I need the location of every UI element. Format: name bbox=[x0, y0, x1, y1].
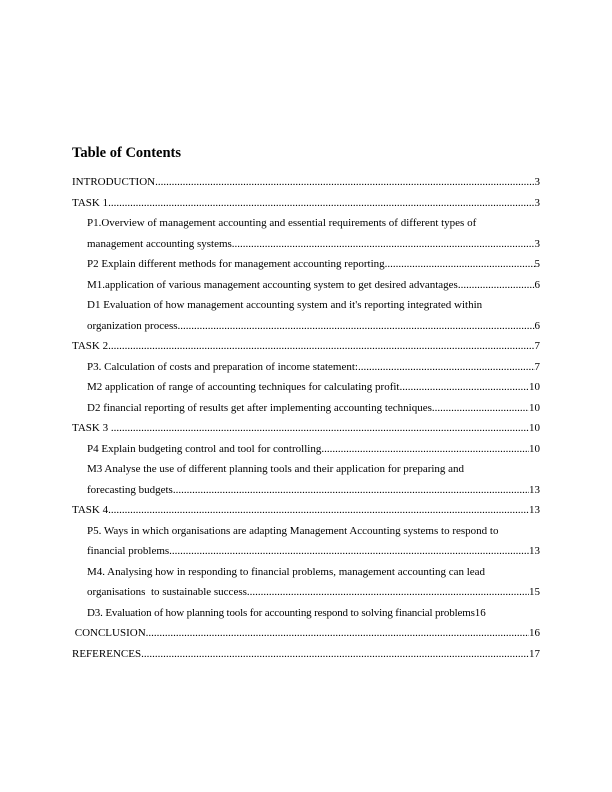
toc-entry-task-1[interactable] bbox=[72, 193, 540, 214]
toc-entry-text: D2 financial reporting of results get after implementing accounting techniques bbox=[87, 401, 432, 414]
toc-page-number: 6 bbox=[534, 278, 540, 291]
toc-entry-m3[interactable] bbox=[72, 459, 540, 500]
toc-page-number: 10 bbox=[529, 401, 540, 414]
toc-entry-task-3[interactable] bbox=[72, 418, 540, 439]
toc-entry-conclusion[interactable] bbox=[72, 623, 540, 644]
toc-entry-text: P2 Explain different methods for management accounting reporting bbox=[87, 258, 385, 270]
toc-entry-text: M2 application of range of accounting techniques for calculating profit bbox=[87, 381, 400, 393]
toc-entry-task-4[interactable] bbox=[72, 500, 540, 521]
toc-entry-text: TASK 3 bbox=[72, 422, 111, 434]
toc-entry-first-line: M3 Analyse the use of different planning tools and their application for preparing and bbox=[87, 463, 465, 475]
toc-entry-introduction[interactable] bbox=[72, 172, 540, 193]
toc-entry-text: P3. Calculation of costs and preparation of income statement: bbox=[87, 360, 358, 373]
dot-leader bbox=[141, 644, 529, 665]
toc-page-number: 15 bbox=[529, 586, 540, 598]
toc-entry-d2[interactable] bbox=[72, 398, 540, 419]
dot-leader bbox=[247, 582, 529, 603]
toc-page-number: 3 bbox=[534, 176, 540, 188]
toc-page-number: 13 bbox=[529, 483, 540, 496]
toc-entry-m4[interactable] bbox=[72, 562, 540, 603]
toc-entry-p2[interactable] bbox=[72, 254, 540, 275]
toc-page-number: 16 bbox=[474, 606, 486, 619]
toc-entry-m1[interactable] bbox=[72, 275, 540, 296]
dot-leader bbox=[155, 172, 534, 193]
toc-page-number: 13 bbox=[529, 545, 540, 557]
toc-entry-text: D3. Evaluation of how planning tools for accounting respond to solving financial problems bbox=[87, 606, 475, 619]
toc-entry-text: forecasting budgets bbox=[87, 483, 173, 496]
toc-page-number: 6 bbox=[534, 319, 540, 332]
toc-entry-d1[interactable] bbox=[72, 295, 540, 336]
toc-entry-text: management accounting systems bbox=[87, 237, 232, 250]
dot-leader bbox=[321, 439, 529, 460]
toc-page-number: 3 bbox=[534, 237, 540, 250]
toc-entry-p3[interactable] bbox=[72, 357, 540, 378]
dot-leader bbox=[111, 418, 529, 439]
toc-entry-text: organisations to sustainable success bbox=[87, 586, 247, 598]
toc-entry-text: TASK 2 bbox=[72, 340, 109, 352]
toc-entry-text: INTRODUCTION bbox=[72, 176, 156, 188]
dot-leader bbox=[458, 275, 535, 296]
toc-entry-text: TASK 4 bbox=[72, 504, 109, 516]
toc-page-number: 13 bbox=[529, 504, 540, 516]
toc-entry-text: REFERENCES bbox=[72, 647, 142, 660]
dot-leader bbox=[108, 500, 529, 521]
toc-entry-text: organization process bbox=[87, 319, 178, 332]
dot-leader bbox=[432, 398, 529, 419]
toc-entry-task-2[interactable] bbox=[72, 336, 540, 357]
toc-page-number: 10 bbox=[529, 381, 540, 393]
dot-leader bbox=[108, 193, 534, 214]
toc-entry-references[interactable] bbox=[72, 644, 540, 665]
dot-leader bbox=[173, 480, 529, 501]
toc-page-number: 7 bbox=[534, 340, 540, 352]
toc-page-number: 7 bbox=[534, 360, 540, 373]
dot-leader bbox=[232, 234, 535, 255]
toc-entry-first-line: P1.Overview of management accounting and essential requirements of different types of bbox=[87, 217, 477, 229]
toc-entry-text: TASK 1 bbox=[72, 196, 109, 209]
dot-leader bbox=[399, 377, 529, 398]
toc-entry-p4[interactable] bbox=[72, 439, 540, 460]
toc-entry-m2[interactable] bbox=[72, 377, 540, 398]
toc-page-number: 3 bbox=[534, 196, 540, 209]
toc-entry-p1[interactable] bbox=[72, 213, 540, 254]
toc-entry-text: financial problems bbox=[87, 545, 170, 557]
dot-leader bbox=[358, 357, 535, 378]
toc-page-number: 5 bbox=[534, 258, 540, 270]
dot-leader bbox=[178, 316, 535, 337]
toc-entry-first-line: D1 Evaluation of how management accounting system and it's reporting integrated within bbox=[87, 299, 483, 311]
toc-entry-first-line: P5. Ways in which organisations are adapting Management Accounting systems to respond to bbox=[87, 524, 499, 537]
toc-page-number: 10 bbox=[529, 422, 540, 434]
toc-page-number: 10 bbox=[529, 442, 540, 455]
toc-entry-text: CONCLUSION bbox=[72, 627, 146, 639]
toc-page-number: 16 bbox=[529, 627, 540, 639]
dot-leader bbox=[385, 254, 535, 275]
toc-entry-text: P4 Explain budgeting control and tool for controlling bbox=[87, 442, 322, 455]
dot-leader bbox=[108, 336, 534, 357]
toc-page-number: 17 bbox=[529, 647, 540, 660]
table-of-contents bbox=[72, 172, 540, 664]
dot-leader bbox=[169, 541, 529, 562]
toc-entry-p5[interactable] bbox=[72, 521, 540, 562]
toc-entry-first-line: M4. Analysing how in responding to financial problems, management accounting can lead bbox=[87, 565, 486, 578]
toc-entry-text: M1.application of various management accounting system to get desired advantages bbox=[87, 278, 458, 291]
toc-title: Table of Contents bbox=[72, 145, 182, 161]
toc-entry-d3[interactable] bbox=[72, 603, 540, 624]
dot-leader bbox=[146, 623, 529, 644]
